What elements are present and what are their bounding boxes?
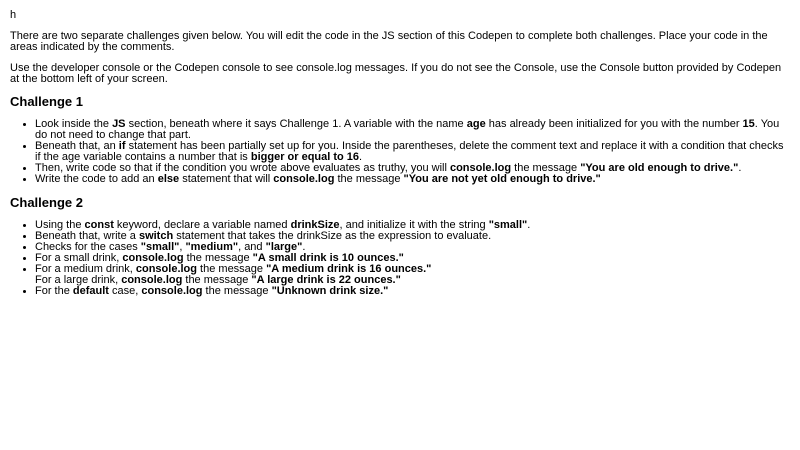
intro-paragraph-2: Use the developer console or the Codepen console to see console.log messages. If you do not see the Console, use the Console button provided by Codepen at the bottom left of your screen. bbox=[10, 62, 782, 85]
bold-text: "Unknown drink size." bbox=[271, 285, 389, 297]
text-run: Write the code to add an bbox=[35, 173, 158, 185]
text-run: For a large drink, bbox=[35, 274, 122, 286]
challenge-1-heading: Challenge 1 bbox=[10, 94, 83, 109]
bold-text: console.log bbox=[449, 162, 512, 174]
bold-text: console.log bbox=[135, 263, 197, 275]
intro-paragraph-1: There are two separate challenges given below. You will edit the code in the JS section of this Codepen to complete both challenges. Place your code in the areas indicated by the comments. bbox=[10, 30, 768, 53]
bold-text: "medium" bbox=[185, 241, 239, 253]
bold-text: drinkSize bbox=[290, 219, 340, 231]
challenge-2-list bbox=[10, 220, 790, 297]
text-run: Then, write code so that if the condition you wrote above evaluates as truthy, you will bbox=[35, 162, 450, 174]
text-run: Using the bbox=[35, 219, 85, 231]
text-run: . bbox=[302, 241, 306, 253]
text-run: the message bbox=[183, 252, 253, 264]
list-item bbox=[35, 286, 790, 297]
text-run: the message bbox=[334, 173, 404, 185]
text-run: . bbox=[527, 219, 531, 231]
text-run: , bbox=[179, 241, 186, 253]
bold-text: console.log bbox=[141, 285, 203, 297]
text-run: Look inside the bbox=[35, 118, 113, 130]
text-run: , and bbox=[238, 241, 266, 253]
bold-text: bigger or equal to 16 bbox=[250, 151, 360, 163]
bold-text: default bbox=[72, 285, 109, 297]
bold-text: console.log bbox=[122, 252, 184, 264]
bold-text: age bbox=[466, 118, 486, 130]
text-run: For the bbox=[35, 285, 73, 297]
bold-text: else bbox=[157, 173, 180, 185]
list-item bbox=[35, 174, 790, 185]
text-run: statement has been partially set up for you. Inside the parentheses, delete the comment text and replace it with a condition that checks if the age variable contains a number that is bbox=[35, 140, 784, 163]
bold-text: "A small drink is 10 ounces." bbox=[252, 252, 404, 264]
top-letter: h bbox=[10, 9, 17, 21]
text-run: the message bbox=[197, 263, 267, 275]
bold-text: "You are not yet old enough to drive." bbox=[403, 173, 601, 185]
bold-text: "A large drink is 22 ounces." bbox=[251, 274, 401, 286]
text-run: the message bbox=[182, 274, 252, 286]
list-item bbox=[35, 119, 790, 141]
bold-text: console.log bbox=[273, 173, 335, 185]
text-run: section, beneath where it says Challenge 1. A variable with the name bbox=[125, 118, 467, 130]
bold-text: "small" bbox=[488, 219, 528, 231]
bold-text: "small" bbox=[140, 241, 180, 253]
bold-text: 15 bbox=[742, 118, 755, 130]
bold-text: JS bbox=[112, 118, 126, 130]
bold-text: "You are old enough to drive." bbox=[580, 162, 739, 174]
bold-text: console.log bbox=[121, 274, 183, 286]
bold-text: const bbox=[84, 219, 114, 231]
text-run: . bbox=[359, 151, 363, 163]
text-run: statement that takes the drinkSize as the expression to evaluate. bbox=[173, 230, 492, 242]
text-run: , and initialize it with the string bbox=[339, 219, 489, 231]
list-item bbox=[35, 141, 790, 163]
text-run: the message bbox=[511, 162, 581, 174]
challenge-2-heading: Challenge 2 bbox=[10, 195, 83, 210]
text-run: statement that will bbox=[179, 173, 274, 185]
bold-text: "large" bbox=[265, 241, 303, 253]
bold-text: switch bbox=[138, 230, 174, 242]
text-run: . You do not need to change that part. bbox=[35, 118, 780, 141]
text-run: . bbox=[738, 162, 742, 174]
text-run: keyword, declare a variable named bbox=[113, 219, 291, 231]
challenge-1-list bbox=[10, 119, 790, 185]
list-item bbox=[35, 264, 790, 286]
bold-text: "A medium drink is 16 ounces." bbox=[266, 263, 432, 275]
text-run: the message bbox=[202, 285, 272, 297]
text-run: For a small drink, bbox=[35, 252, 123, 264]
text-run: For a medium drink, bbox=[35, 263, 136, 275]
text-run: Beneath that, write a bbox=[35, 230, 139, 242]
bold-text: if bbox=[118, 140, 126, 152]
text-run: Beneath that, an bbox=[35, 140, 119, 152]
text-run: case, bbox=[108, 285, 142, 297]
text-run: Checks for the cases bbox=[35, 241, 141, 253]
text-run: has already been initialized for you with the number bbox=[485, 118, 743, 130]
